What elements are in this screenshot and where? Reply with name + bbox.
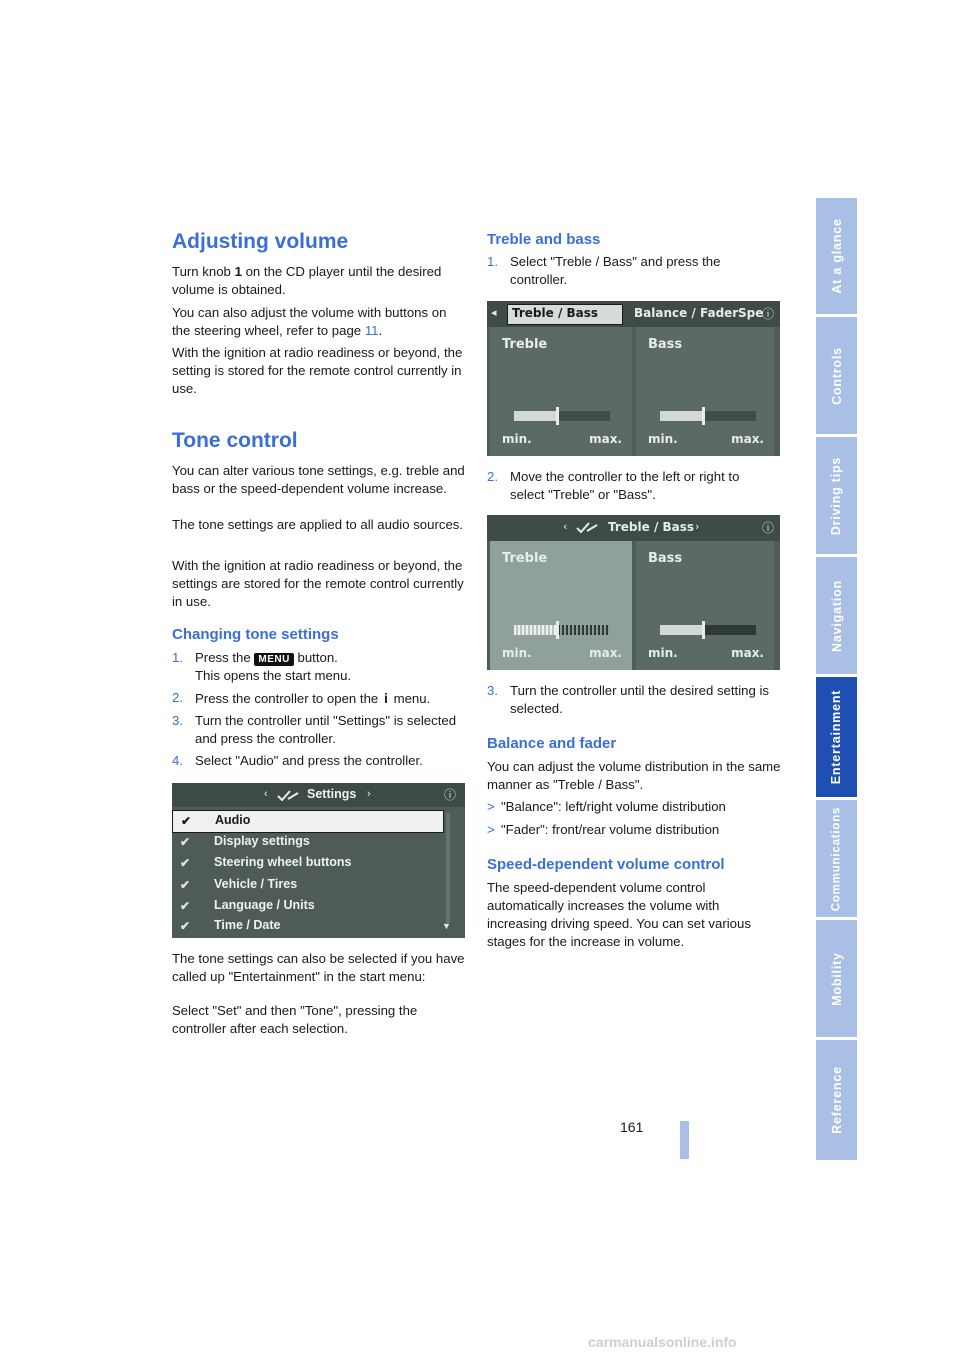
title-bar [487,515,780,541]
treble-step-1: 1. Select "Treble / Bass" and press the controller. [487,254,721,287]
heading-speed-volume: Speed-dependent volume control [487,856,725,873]
bass-panel[interactable]: Bass min. max. [636,327,774,456]
settings-check-icon [575,521,599,533]
tone-paragraph-2: The tone settings are applied to all audio sources. [172,517,464,532]
tab-controls[interactable]: Controls [816,317,857,434]
tab-bar [487,301,780,327]
treble-step-2: 2. Move the controller to the left or right to select "Treble" or "Bass". [487,469,740,502]
chevron-left-icon: ◂ [491,306,497,319]
menu-item-vehicle[interactable]: ✔ Vehicle / Tires [180,877,298,892]
bullet-balance: > "Balance": left/right volume distribution [487,799,726,814]
chevron-left-icon: ‹ [563,520,568,533]
display-icon: ✔ [180,835,191,849]
screen-title: Treble / Bass [608,520,695,534]
tab-navigation[interactable]: Navigation [816,557,857,674]
menu-button-icon: MENU [254,653,293,666]
bullet-fader: > "Fader": front/rear volume distribution [487,822,720,837]
heading-balance-fader: Balance and fader [487,735,617,752]
menu-item-steering[interactable]: ✔ Steering wheel buttons [180,855,352,870]
vehicle-icon: ✔ [180,878,191,892]
chevron-right-icon: › [695,520,700,533]
treble-step-3: 3. Turn the controller until the desired setting is selected. [487,683,769,716]
tab-balance-fader[interactable]: Balance / Fader [634,306,739,320]
tab-reference[interactable]: Reference [816,1040,857,1160]
settings-title: Settings [307,787,357,801]
treble-slider[interactable] [514,625,610,635]
volume-paragraph-1: Turn knob 1 on the CD player until the desired volume is obtained. [172,264,442,297]
scrollbar[interactable] [446,813,450,923]
heading-tone-control: Tone control [172,429,298,452]
page-marker [680,1121,689,1159]
watermark: carmanualsonline.info [588,1334,737,1350]
menu-item-audio[interactable]: ✔ Audio [172,810,444,833]
bass-slider[interactable] [660,625,756,635]
speed-paragraph: The speed-dependent volume control automatically increases the volume with increasing driving speed. You can set various stages for the increase in volume. [487,880,751,949]
heading-treble-bass: Treble and bass [487,231,601,248]
clock-icon: ✔ [180,919,191,933]
tab-communications[interactable]: Communications [816,800,857,917]
treble-bass-screen-1 [487,301,780,456]
audio-icon: ✔ [181,814,192,828]
page-number: 161 [620,1119,644,1135]
step-3: 3. Turn the controller until "Settings" is selected and press the controller. [172,713,457,746]
volume-paragraph-2: You can also adjust the volume with buttons on the steering wheel, refer to page 11. [172,305,447,338]
tone-paragraph-3: With the ignition at radio readiness or beyond, the settings are stored for the remote control currently in use. [172,558,464,609]
tone-alt-paragraph: The tone settings can also be selected if you have called up "Entertainment" in the start menu: [172,951,465,984]
tab-entertainment[interactable]: Entertainment [816,677,857,797]
step-4: 4. Select "Audio" and press the controller. [172,753,423,768]
balance-paragraph: You can adjust the volume distribution in the same manner as "Treble / Bass". [487,759,781,792]
chevron-left-icon: ‹ [264,788,268,800]
treble-slider-knob[interactable] [556,407,559,425]
language-icon: ✔ [180,899,191,913]
treble-slider[interactable] [514,411,610,421]
scroll-down-icon[interactable]: ▼ [442,921,451,931]
heading-changing-tone: Changing tone settings [172,626,339,643]
step-1: 1. Press the MENU button. This opens the start menu. [172,650,352,683]
tone-alt-paragraph-2: Select "Set" and then "Tone", pressing the controller after each selection. [172,1003,418,1036]
menu-item-time[interactable]: ✔ Time / Date [180,918,281,933]
settings-title-bar [172,783,465,807]
tab-treble-bass[interactable]: Treble / Bass [507,304,623,325]
bass-slider[interactable] [660,411,756,421]
info-icon: ⓘ [762,521,775,535]
info-icon: ⓘ [762,307,775,321]
treble-bass-screen-2 [487,515,780,670]
settings-check-icon [276,789,300,801]
info-icon: ⓘ [444,788,457,802]
treble-slider-knob[interactable] [556,621,559,639]
info-icon: i [383,690,388,706]
steering-icon: ✔ [180,856,191,870]
step-2: 2. Press the controller to open the i menu. [172,690,431,706]
page-link[interactable]: 11 [364,323,379,338]
volume-paragraph-3: With the ignition at radio readiness or beyond, the setting is stored for the remote control currently in use. [172,345,463,396]
tab-driving-tips[interactable]: Driving tips [816,437,857,554]
heading-adjusting-volume: Adjusting volume [172,230,349,253]
treble-panel[interactable]: Treble min. max. [490,327,632,456]
bass-slider-knob[interactable] [702,407,705,425]
tab-at-a-glance[interactable]: At a glance [816,198,857,314]
tab-mobility[interactable]: Mobility [816,920,857,1037]
treble-panel-selected[interactable]: Treble min. max. [490,541,632,670]
bass-slider-knob[interactable] [702,621,705,639]
tone-paragraph-1: You can alter various tone settings, e.g. treble and bass or the speed-dependent volume increase. [172,463,465,496]
settings-menu-screen [172,783,465,938]
tab-speed[interactable]: Spe [738,306,764,320]
bass-panel[interactable]: Bass min. max. [636,541,774,670]
menu-item-language[interactable]: ✔ Language / Units [180,898,315,913]
menu-item-display[interactable]: ✔ Display settings [180,834,310,849]
chevron-right-icon: › [367,788,371,800]
